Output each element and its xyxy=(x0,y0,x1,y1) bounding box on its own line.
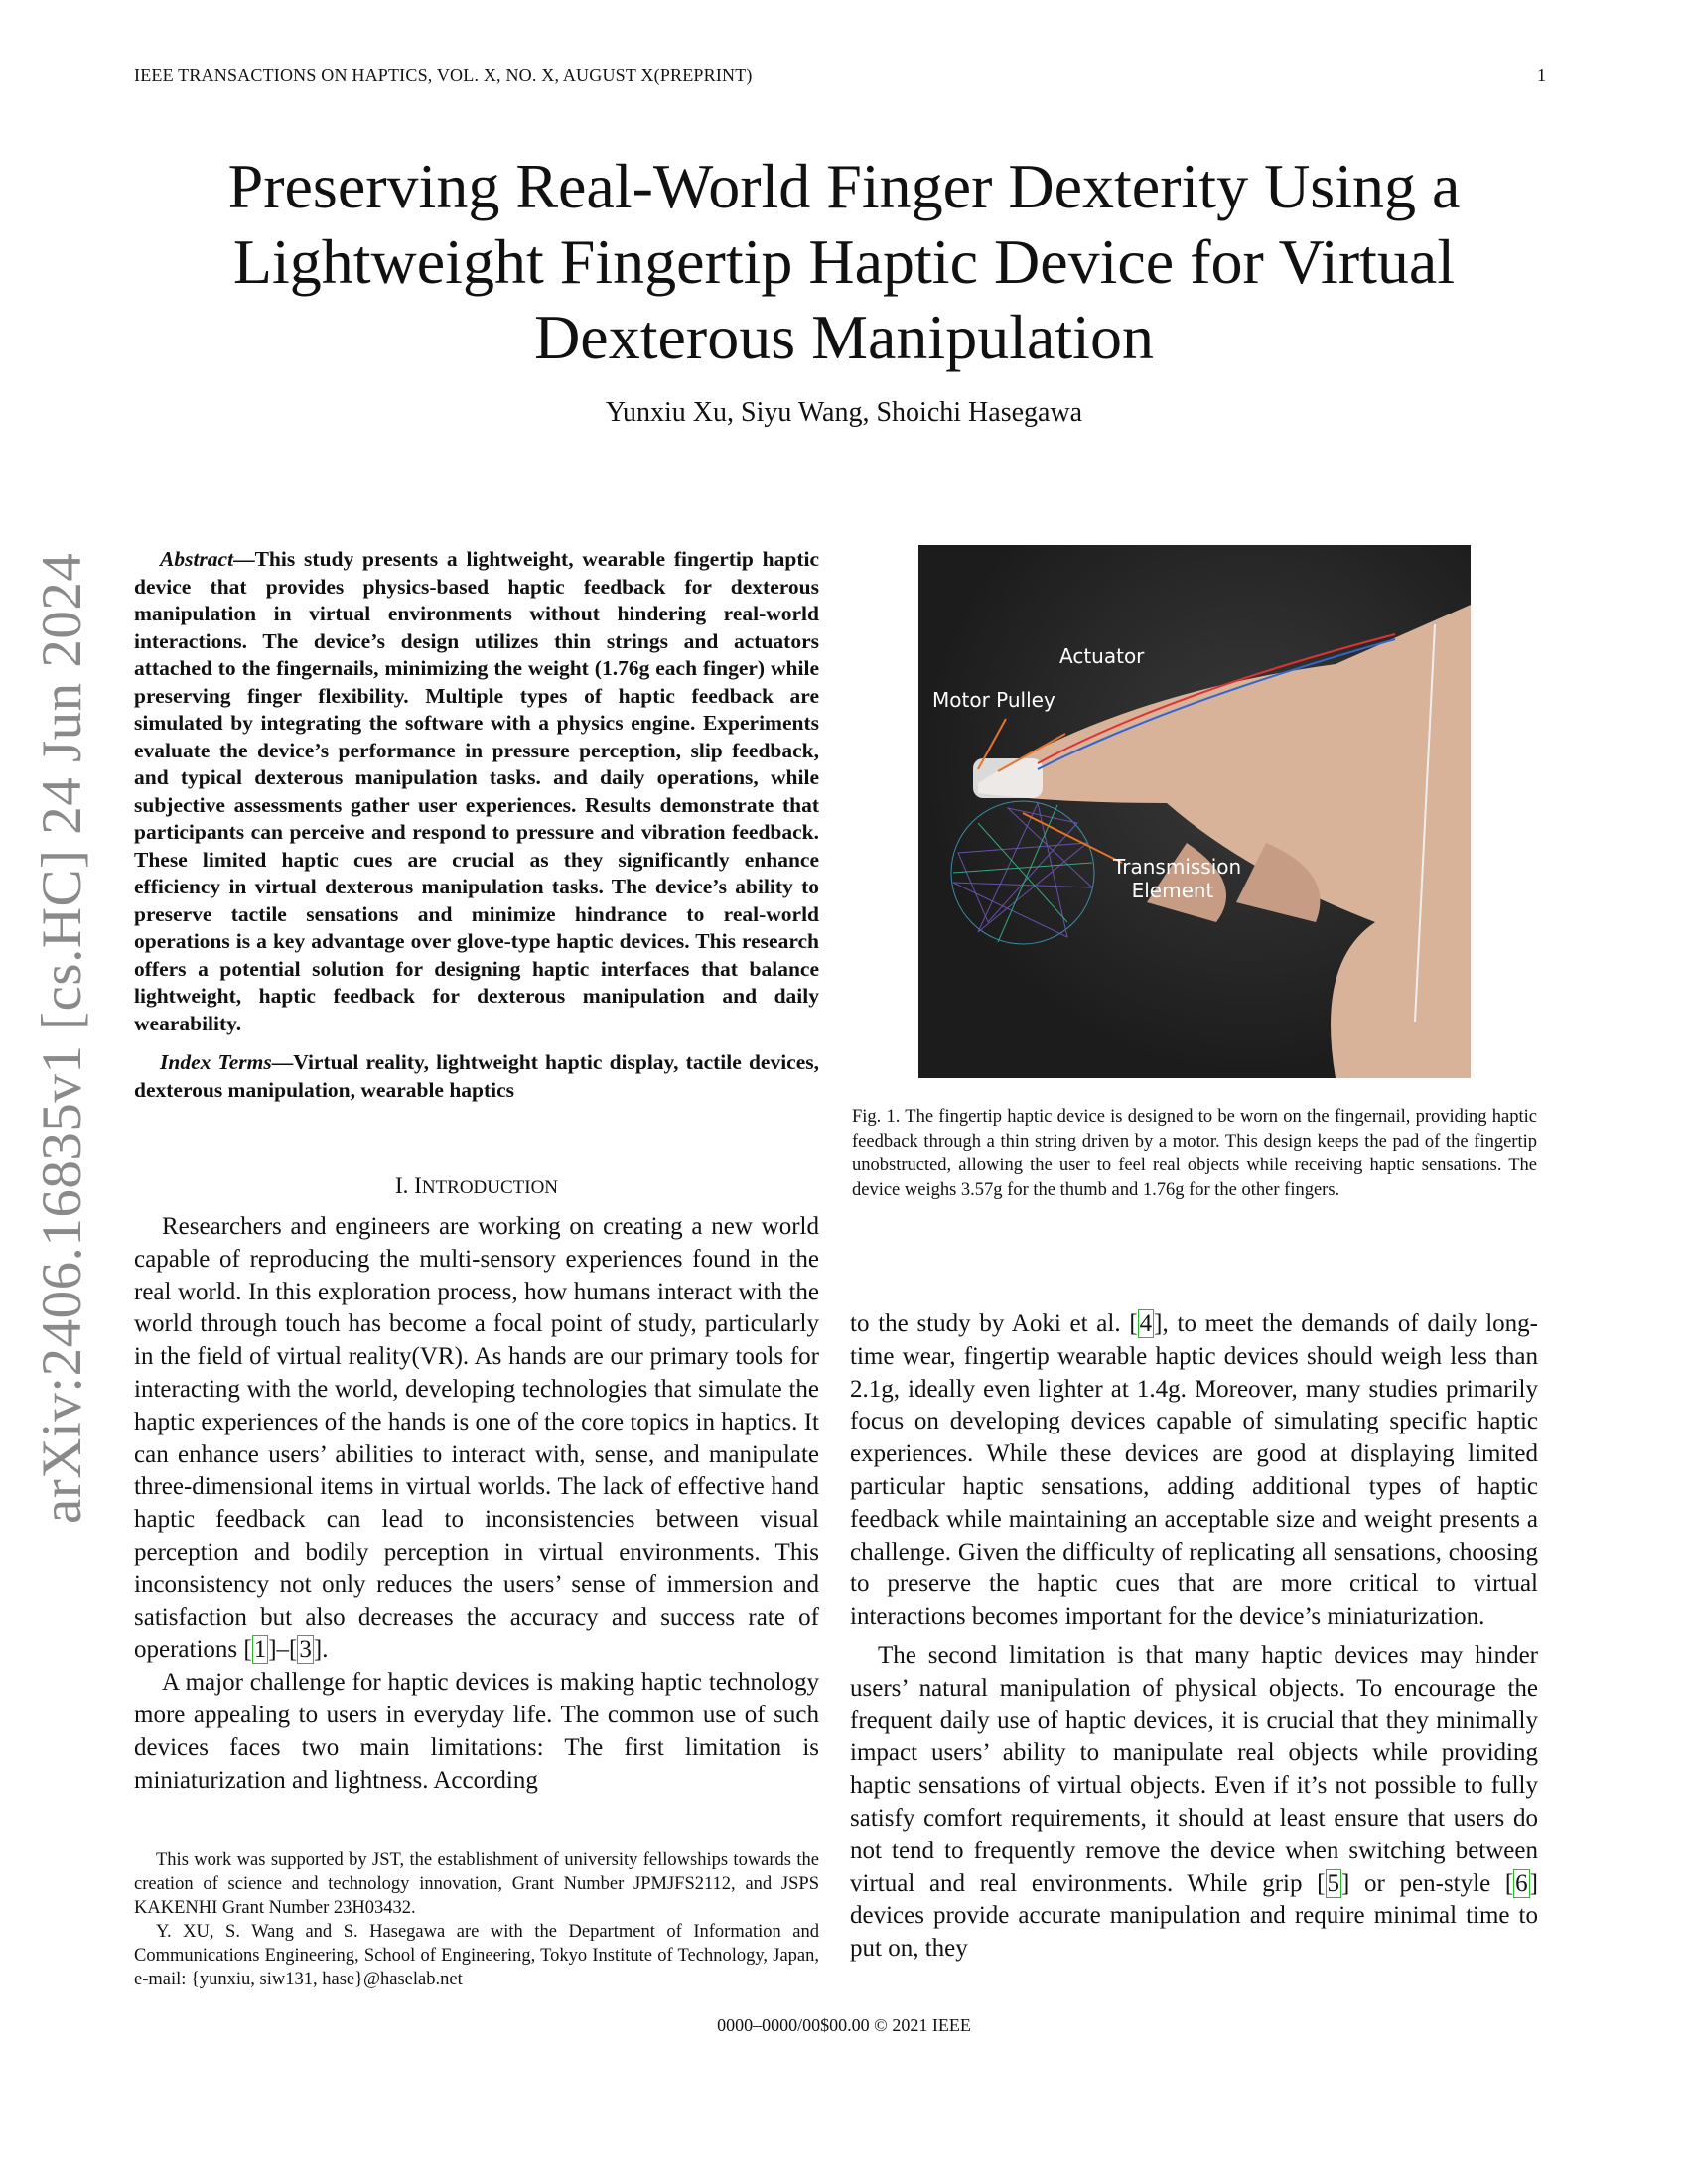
arxiv-identifier: arXiv:2406.16835v1 [cs.HC] 24 Jun 2024 xyxy=(31,552,93,1524)
label-transmission-element: Transmission Element xyxy=(1113,855,1242,902)
virtual-sphere-wireframe xyxy=(951,801,1094,944)
abstract-text: —This study presents a lightweight, wearable fingertip haptic device that provides physics-based haptic feedback for dexterous manipulation in virtual environments without hindering real-world interactions. The device’s design utilizes thin strings and actuators attached to the fingernails, minimizing the weight (1.76g each finger) while preserving finger flexibility. Multiple types of haptic feedback are simulated by integrating the software with a physics engine. Experiments evaluate the device’s performance in pressure perception, slip feedback, and typical dexterous manipulation tasks. and daily operations, while subjective assessments gather user experiences. Results demonstrate that participants can perceive and respond to pressure and vibration feedback. These limited haptic cues are crucial as they significantly enhance efficiency in virtual dexterous manipulation tasks. The device’s ability to preserve tactile sensations and minimize hindrance to real-world operations is a key advantage over glove-type haptic devices. This research offers a potential solution for designing haptic interfaces that balance lightweight, haptic feedback for dexterous manipulation and daily wearability. xyxy=(134,547,819,1035)
label-motor-pulley: Motor Pulley xyxy=(932,688,1055,712)
citation-link[interactable]: 6 xyxy=(1515,1869,1528,1897)
paragraph: A major challenge for haptic devices is making haptic technology more appealing to users in everyday life. The common use of such devices faces two main limitations: The first limitation is miniaturization and lightness. According xyxy=(134,1669,819,1794)
page-number: 1 xyxy=(1537,66,1547,85)
citation-link[interactable]: 5 xyxy=(1327,1869,1339,1897)
authors: Yunxiu Xu, Siyu Wang, Shoichi Hasegawa xyxy=(605,397,1083,428)
paragraph: Researchers and engineers are working on creating a new world capable of reproducing the multi-sensory experiences found in the real world. In this exploration process, how humans interact with the world through touch has become a focal point of study, particularly in the field of virtual reality(VR). As hands are our primary tools for interacting with the world, developing technologies that simulate the haptic experiences of the hands is one of the core topics in haptics. It can enhance users’ abilities to interact with, sense, and manipulate three-dimensional items in virtual worlds. The lack of effective hand haptic feedback can lead to inconsistencies between visual perception and bodily perception in virtual environments. This inconsistency not only reduces the users’ sense of immersion and satisfaction but also decreases the accuracy and success rate of operations [1]–[3]. xyxy=(134,1213,819,1664)
affiliation-footnote: Y. XU, S. Wang and S. Hasegawa are with the Department of Information and Communications Engineering, School of Engineering, Tokyo Institute of Technology, Japan, e-mail: {yunxiu, siw131, hase}@haselab.net xyxy=(134,1922,819,1989)
index-terms-label: Index Terms xyxy=(160,1050,272,1074)
footnotes xyxy=(134,1848,819,1991)
paper-title: Preserving Real-World Finger Dexterity Using a Lightweight Fingertip Haptic Device for Virtual Dexterous Manipulation xyxy=(227,151,1461,372)
paragraph: to the study by Aoki et al. [4], to meet the demands of daily long-time wear, fingertip wearable haptic devices should weigh less than 2.1g, ideally even lighter at 1.4g. Moreover, many studies primarily focus on developing devices capable of simulating specific haptic experiences. While these devices are good at displaying limited particular haptic sensations, adding additional types of haptic feedback while maintaining an acceptable size and weight presents a challenge. Given the difficulty of replicating all sensations, choosing to preserve the haptic cues that are more critical to virtual interactions becomes important for the device’s miniaturization. xyxy=(850,1310,1538,1631)
citation-link[interactable]: 3 xyxy=(299,1636,312,1664)
copyright-line: 0000–0000/00$00.00 © 2021 IEEE xyxy=(717,2015,971,2035)
section-heading-introduction: I. INTRODUCTION xyxy=(394,1173,559,1198)
citation-link[interactable]: 1 xyxy=(253,1636,267,1664)
running-header: IEEE TRANSACTIONS ON HAPTICS, VOL. X, NO. X, AUGUST X(PREPRINT) xyxy=(134,66,753,85)
intro-right-column xyxy=(850,1308,1538,1966)
index-terms-text: —Virtual reality, lightweight haptic display, tactile devices, dexterous manipulation, wearable haptics xyxy=(134,1050,820,1102)
figure-1-caption: Fig. 1. The fingertip haptic device is designed to be worn on the fingernail, providing haptic feedback through a thin string driven by a motor. This design keeps the pad of the fingertip unobstructed, allowing the user to feel real objects while receiving haptic sensations. The device weighs 3.57g for the thumb and 1.76g for the other fingers. xyxy=(852,1107,1537,1200)
abstract-label: Abstract xyxy=(160,547,234,571)
figure-1-photo xyxy=(918,545,1471,1078)
intro-left-column xyxy=(134,1211,819,1797)
funding-footnote: This work was supported by JST, the establishment of university fellowships towards the creation of science and technology innovation, Grant Number JPMJFS2112, and JSPS KAKENHI Grant Number 23H03432. xyxy=(134,1850,819,1918)
citation-link[interactable]: 4 xyxy=(1139,1310,1153,1337)
paragraph: The second limitation is that many haptic devices may hinder users’ natural manipulation of physical objects. To encourage the frequent daily use of haptic devices, it is crucial that they minimally impact users’ ability to manipulate real objects while providing haptic sensations of virtual objects. Even if it’s not possible to fully satisfy comfort requirements, it should at least ensure that users do not tend to frequently remove the device when switching between virtual and real environments. While grip [5] or pen-style [6] devices provide accurate manipulation and require minimal time to put on, they xyxy=(850,1641,1538,1963)
label-actuator: Actuator xyxy=(1059,644,1145,668)
hand-device-illustration xyxy=(918,545,1471,1078)
abstract xyxy=(134,546,819,1116)
